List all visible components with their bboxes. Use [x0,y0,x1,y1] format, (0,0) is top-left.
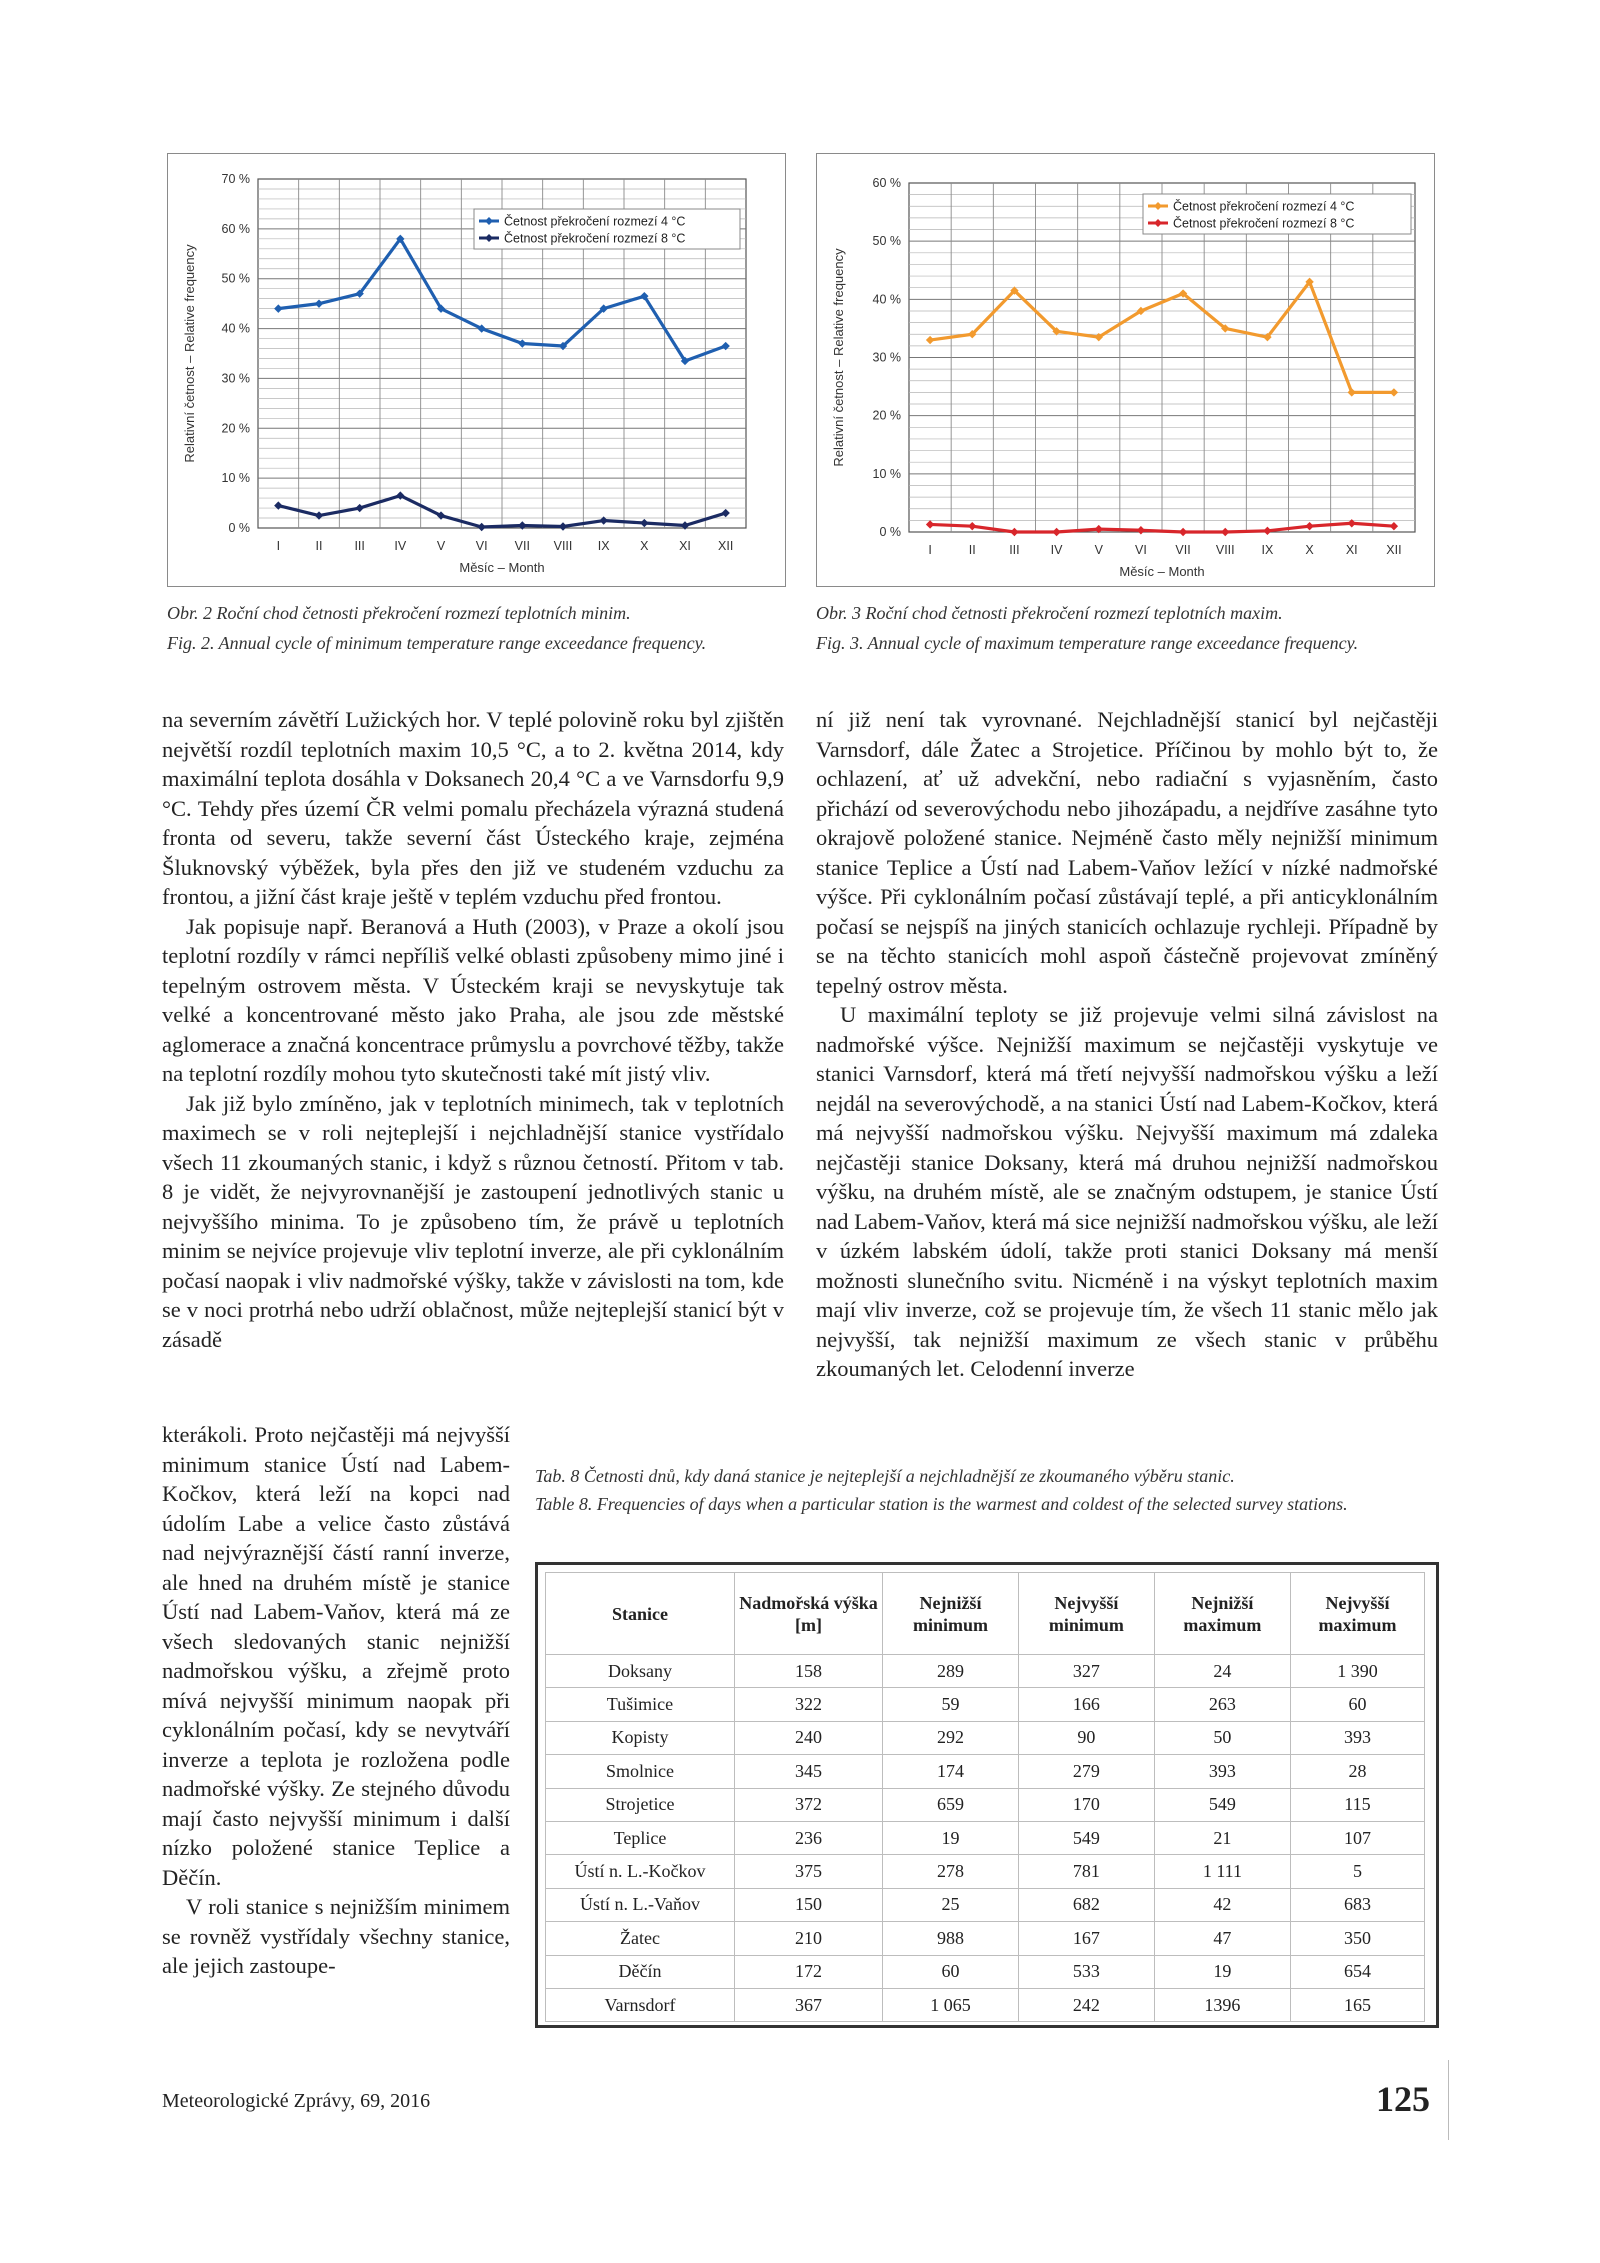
table-cell-value: 533 [1018,1955,1154,1988]
y-tick-label: 10 % [221,471,250,486]
table-cell-value: 393 [1290,1721,1424,1754]
x-tick-label: IV [1050,543,1063,557]
x-tick-label: VIII [1215,543,1235,557]
x-tick-label: VI [475,539,488,553]
y-tick-label: 10 % [872,466,901,481]
left-paragraph-3: Jak již bylo zmíněno, jak v teplotních minimech, tak v teplotních maximech se v roli nejteplejší i nejchladnější stanice vystřídalo všech 11 zkoumaných stanic, i když s různou četností. Přitom v tab. 8 je vidět, že nejvyrovnanější je zastoupení jednotlivých stanic u nejvyššího minima. To je způsobeno tím, že právě u teplotních minim se nejvíce projevuje vliv teplotní inverze, ale při cyklonálním počasí naopak i vliv nadmořské výšky, takže v závislosti na tom, kde se v noci protrhá nebo udrží oblačnost, může nejteplejší stanicí být v zásadě [162,1090,784,1352]
table-row [546,1888,1425,1921]
left-narrow-text [162,1420,510,1981]
table-8-caption-cz: Tab. 8 Četnosti dnů, kdy daná stanice je nejteplejší a nejchladnější ze zkoumaného výběru stanic. [535,1466,1235,1486]
table-cell-value: 242 [1018,1988,1154,2021]
table-row [546,1688,1425,1721]
table-cell-value: 60 [882,1955,1018,1988]
x-tick-label: V [1094,543,1103,557]
legend [1143,194,1411,234]
x-tick-label: V [436,539,446,553]
table-cell-value: 345 [734,1755,882,1788]
table-cell-value: 682 [1018,1888,1154,1921]
y-tick-label: 0 % [228,521,250,535]
figure-2-caption [167,598,807,658]
table-cell-value: 236 [734,1821,882,1854]
y-tick-label: 20 % [221,421,250,436]
table-cell-value: 1 111 [1154,1855,1290,1888]
x-tick-label: III [1009,543,1020,557]
x-tick-label: IX [597,539,610,553]
x-tick-label: I [928,543,932,557]
y-tick-label: 60 % [872,176,901,190]
y-tick-label: 50 % [872,234,901,249]
header-nejvyssi-minimum: Nejvyšší minimum [1018,1573,1154,1655]
table-cell-station: Doksany [546,1655,735,1688]
table-cell-value: 781 [1018,1855,1154,1888]
table-cell-value: 393 [1154,1755,1290,1788]
x-tick-label: IV [394,539,407,553]
chart-1-svg [168,154,785,586]
table-cell-value: 165 [1290,1988,1424,2021]
table-cell-value: 90 [1018,1721,1154,1754]
table-cell-value: 350 [1290,1922,1424,1955]
y-tick-label: 50 % [221,271,250,286]
table-header-row [546,1573,1425,1655]
x-tick-label: XII [1386,543,1402,557]
table-cell-value: 170 [1018,1788,1154,1821]
journal-footer: Meteorologické Zprávy, 69, 2016 [162,2090,431,2112]
figure-3-caption-en: Fig. 3. Annual cycle of maximum temperature range exceedance frequency. [816,633,1359,653]
x-tick-label: VII [514,539,530,553]
table-8 [545,1572,1425,2022]
table-row [546,1855,1425,1888]
table-cell-value: 60 [1290,1688,1424,1721]
figure-2-chart [167,153,786,587]
y-tick-label: 30 % [872,350,901,365]
table-cell-value: 210 [734,1922,882,1955]
table-cell-value: 50 [1154,1721,1290,1754]
table-cell-value: 167 [1018,1922,1154,1955]
legend [474,209,740,249]
figure-3-chart [816,153,1435,587]
table-cell-value: 115 [1290,1788,1424,1821]
x-tick-label: XII [718,539,734,553]
y-tick-label: 40 % [872,292,901,307]
table-cell-station: Žatec [546,1922,735,1955]
right-paragraph-2: U maximální teploty se již projevuje velmi silná závislost na nadmořské výšce. Nejnižší maximum se nejčastěji vyskytuje ve stanici Varnsdorf, která má třetí nejvyšší nadmořskou výšku a leží nejdál na severovýchodě, a na stanici Ústí nad Labem-Kočkov, která má nejvyšší nadmořskou výšku. Nejvyšší maximum má zdaleka nejčastěji stanice Doksany, která má druhou nejnižší nadmořskou výšku, na druhém místě, ale se značným odstupem, je stanice Ústí nad Labem-Vaňov, která má sice nejnižší nadmořskou výšku, ale leží v úzkém labském údolí, takže proti stanici Doksany má menší možnosti slunečního svitu. Nicméně i na výskyt teplotních maxim mají vliv inverze, což se projevuje tím, že všech 11 stanic mělo jak nejvyšší, tak nejnižší maximum ze všech stanic v průběhu zkoumaných let. Celodenní inverze [816,1002,1438,1381]
table-8-caption [535,1462,1440,1518]
table-cell-value: 107 [1290,1821,1424,1854]
table-cell-value: 375 [734,1855,882,1888]
figure-3-caption [816,598,1456,658]
header-nejnizsi-maximum: Nejnižší maximum [1154,1573,1290,1655]
left-paragraph-4: V roli stanice s nejnižším minimem se rovněž vystřídaly všechny stanice, ale jejich zastoupe- [162,1894,510,1978]
left-paragraph-1: na severním závětří Lužických hor. V teplé polovině roku byl zjištěn největší rozdíl teplotních maxim 10,5 °C, a to 2. května 2014, kdy maximální teplota dosáhla v Doksanech 20,4 °C a ve Varnsdorfu 9,9 °C. Tehdy přes území ČR velmi pomalu přecházela výrazná studená fronta od severu, takže severní část Ústeckého kraje, zejména Šluknovský výběžek, byla přes den již ve studeném vzduchu za frontou, a jižní část kraje ještě v teplém vzduchu před frontou. [162,707,784,909]
table-cell-value: 322 [734,1688,882,1721]
page-number: 125 [1376,2079,1430,2119]
table-cell-value: 172 [734,1955,882,1988]
table-row [546,1721,1425,1754]
table-row [546,1788,1425,1821]
table-row [546,1988,1425,2021]
table-cell-value: 327 [1018,1655,1154,1688]
table-cell-value: 42 [1154,1888,1290,1921]
table-cell-value: 5 [1290,1855,1424,1888]
header-nadmorska-vyska: Nadmořská výška [m] [734,1573,882,1655]
table-cell-value: 278 [882,1855,1018,1888]
figure-2-caption-cz: Obr. 2 Roční chod četnosti překročení rozmezí teplotních minim. [167,603,631,623]
table-cell-value: 683 [1290,1888,1424,1921]
y-tick-label: 30 % [221,371,250,386]
table-cell-value: 1396 [1154,1988,1290,2021]
x-tick-label: I [276,539,281,553]
left-column-text [162,705,784,1354]
y-tick-label: 40 % [221,321,250,336]
table-cell-value: 292 [882,1721,1018,1754]
y-axis-title: Relativní četnost – Relative frequency [182,244,197,463]
legend-label: Četnost překročení rozmezí 4 °C [504,214,686,229]
y-axis-title: Relativní četnost – Relative frequency [831,248,846,467]
table-cell-value: 25 [882,1888,1018,1921]
y-tick-label: 70 % [221,172,250,186]
table-cell-station: Teplice [546,1821,735,1854]
table-cell-station: Strojetice [546,1788,735,1821]
table-row [546,1755,1425,1788]
table-cell-value: 1 065 [882,1988,1018,2021]
x-axis-title: Měsíc – Month [1119,564,1205,579]
table-cell-value: 47 [1154,1922,1290,1955]
x-tick-label: II [968,543,976,557]
legend-label: Četnost překročení rozmezí 8 °C [504,231,686,246]
right-paragraph-1: ní již není tak vyrovnané. Nejchladnější stanicí byl nejčastěji Varnsdorf, dále Žatec a Strojetice. Příčinou by mohlo být to, že ochlazení, ať už advekční, nebo radiační s vyjasněním, často přichází od severovýchodu nebo jihozápadu, a nejdříve zasáhne tyto okrajově položené stanice. Nejméně často měly nejnižší minimum stanice Teplice a Ústí nad Labem-Vaňov ležící v nízké nadmořské výšce. Při cyklonálním počasí zůstávají teplé, a při anticyklonálním počasí se nejspíš na jiných stanicích ochlazuje rychleji. Případně by se na těchto stanicích mohl aspoň částečně projevovat zmíněný tepelný ostrov města. [816,707,1438,998]
header-stanice: Stanice [546,1573,735,1655]
x-tick-label: X [1305,543,1314,557]
table-cell-value: 24 [1154,1655,1290,1688]
table-cell-value: 28 [1290,1755,1424,1788]
table-cell-value: 263 [1154,1688,1290,1721]
table-cell-station: Ústí n. L.-Kočkov [546,1855,735,1888]
table-cell-value: 240 [734,1721,882,1754]
table-cell-station: Varnsdorf [546,1988,735,2021]
table-cell-value: 150 [734,1888,882,1921]
table-cell-station: Děčín [546,1955,735,1988]
header-nejnizsi-minimum: Nejnižší minimum [882,1573,1018,1655]
table-8-frame [535,1562,1439,2028]
x-axis-title: Měsíc – Month [459,560,545,575]
x-tick-label: XI [679,539,691,553]
table-cell-value: 372 [734,1788,882,1821]
table-cell-value: 549 [1018,1821,1154,1854]
header-nejvyssi-maximum: Nejvyšší maximum [1290,1573,1424,1655]
figure-2-caption-en: Fig. 2. Annual cycle of minimum temperature range exceedance frequency. [167,633,707,653]
legend-label: Četnost překročení rozmezí 8 °C [1173,216,1355,231]
table-cell-value: 59 [882,1688,1018,1721]
table-cell-value: 367 [734,1988,882,2021]
x-tick-label: VIII [553,539,573,553]
table-row [546,1922,1425,1955]
table-cell-station: Smolnice [546,1755,735,1788]
x-tick-label: III [354,539,365,553]
x-tick-label: IX [1261,543,1274,557]
table-cell-value: 988 [882,1922,1018,1955]
table-row [546,1821,1425,1854]
left-paragraph-3b: kterákoli. Proto nejčastěji má nejvyšší minimum stanice Ústí nad Labem-Kočkov, která leží na kopci nad údolím Labe a velice často zůstává nad nejvýraznější částí ranní inverze, ale hned na druhém místě je stanice Ústí nad Labem-Vaňov, která má ze všech sledovaných stanic nejnižší nadmořskou výšku, a zřejmě proto mívá nejvyšší minimum naopak při cyklonálním počasí, kdy se nevytváří inverze a teplota je rozložena podle nadmořské výšky. Ze stejného důvodu mají často nejvyšší minimum i další nízko položené stanice Teplice a Děčín. [162,1422,510,1890]
table-cell-value: 19 [1154,1955,1290,1988]
table-cell-value: 158 [734,1655,882,1688]
legend-label: Četnost překročení rozmezí 4 °C [1173,199,1355,214]
table-cell-value: 21 [1154,1821,1290,1854]
table-cell-value: 166 [1018,1688,1154,1721]
x-tick-label: XI [1345,543,1358,557]
table-cell-value: 659 [882,1788,1018,1821]
table-cell-value: 549 [1154,1788,1290,1821]
x-tick-label: X [640,539,649,553]
table-cell-value: 279 [1018,1755,1154,1788]
table-cell-station: Ústí n. L.-Vaňov [546,1888,735,1921]
table-cell-value: 289 [882,1655,1018,1688]
table-cell-station: Tušimice [546,1688,735,1721]
table-cell-value: 1 390 [1290,1655,1424,1688]
y-tick-label: 0 % [879,525,901,539]
table-8-caption-en: Table 8. Frequencies of days when a particular station is the warmest and coldest of the selected survey stations. [535,1494,1348,1514]
y-tick-label: 60 % [221,221,250,236]
x-tick-label: II [315,539,323,553]
x-tick-label: VI [1135,543,1147,557]
figure-3-caption-cz: Obr. 3 Roční chod četnosti překročení rozmezí teplotních maxim. [816,603,1283,623]
page-edge-rule [1448,2060,1449,2140]
y-tick-label: 20 % [872,408,901,423]
table-row [546,1955,1425,1988]
right-column-text [816,705,1438,1384]
table-cell-station: Kopisty [546,1721,735,1754]
table-cell-value: 654 [1290,1955,1424,1988]
chart-2-svg [817,154,1434,586]
x-tick-label: VII [1175,543,1191,557]
table-cell-value: 174 [882,1755,1018,1788]
table-cell-value: 19 [882,1821,1018,1854]
table-row [546,1655,1425,1688]
left-paragraph-2: Jak popisuje např. Beranová a Huth (2003), v Praze a okolí jsou teplotní rozdíly v rámci nepříliš velké oblasti způsobeny mimo jiné i tepelným ostrovem města. V Ústeckém kraji se nevyskytuje tak velké a koncentrované město jako Praha, ale jsou zde městské aglomerace a značná koncentrace průmyslu a povrchové těžby, takže na teplotní rozdíly mohou tyto skutečnosti také mít jistý vliv. [162,913,784,1086]
